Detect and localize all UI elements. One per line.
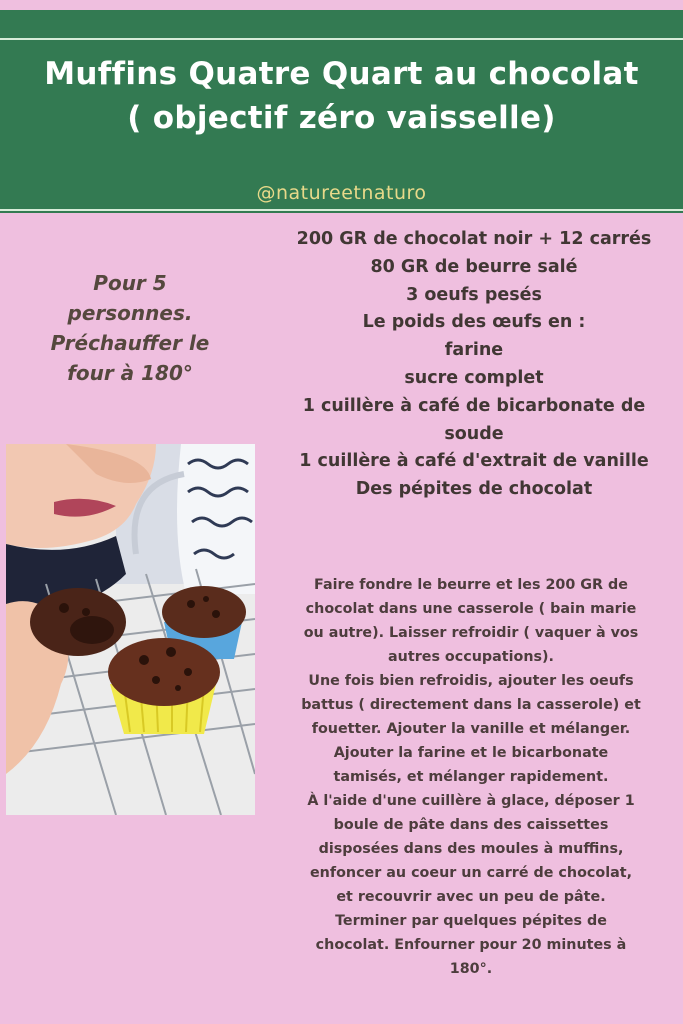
author-handle: @natureetnaturo xyxy=(256,182,427,204)
servings-note xyxy=(30,268,230,388)
muffins-photo xyxy=(6,444,255,815)
ingredient-item: 3 oeufs pesés xyxy=(406,284,542,305)
step-line: disposées dans des moules à muffins, xyxy=(318,841,624,857)
servings-line: personnes. xyxy=(67,301,193,325)
servings-line: Pour 5 xyxy=(93,271,167,295)
servings-line: four à 180° xyxy=(67,361,193,385)
step-line: tamisés, et mélanger rapidement. xyxy=(333,769,609,785)
step-line: À l'aide d'une cuillère à glace, déposer 1 xyxy=(307,793,635,809)
step-line: fouetter. Ajouter la vanille et mélanger. xyxy=(311,721,631,737)
ingredient-item: 1 cuillère à café d'extrait de vanille xyxy=(299,451,649,472)
step-line: 180°. xyxy=(449,961,493,977)
ingredient-item: 80 GR de beurre salé xyxy=(370,256,578,277)
ingredient-item: Le poids des œufs en : xyxy=(362,312,586,333)
step-line: chocolat. Enfourner pour 20 minutes à xyxy=(315,937,627,953)
ingredient-item: sucre complet xyxy=(404,367,544,388)
step-line: et recouvrir avec un peu de pâte. xyxy=(336,889,606,905)
ingredient-item: 1 cuillère à café de bicarbonate de xyxy=(302,395,646,416)
title-line-2: ( objectif zéro vaisselle) xyxy=(127,100,556,136)
banner-bottom-rule xyxy=(0,209,683,211)
ingredient-item: 200 GR de chocolat noir + 12 carrés xyxy=(296,229,652,249)
step-line: Terminer par quelques pépites de xyxy=(335,913,607,929)
ingredient-item: Des pépites de chocolat xyxy=(355,479,593,500)
step-line: Une fois bien refroidis, ajouter les oeufs xyxy=(308,673,634,689)
step-line: Ajouter la farine et le bicarbonate xyxy=(333,745,609,761)
recipe-title xyxy=(0,52,683,140)
step-line: ou autre). Laisser refroidir ( vaquer à vos xyxy=(303,625,639,641)
title-line-1: Muffins Quatre Quart au chocolat xyxy=(44,56,639,92)
ingredient-item: farine xyxy=(444,340,504,361)
ingredients-list xyxy=(270,226,678,504)
step-line: boule de pâte dans des caissettes xyxy=(333,817,609,833)
step-line: battus ( directement dans la casserole) et xyxy=(301,697,641,713)
step-line: autres occupations). xyxy=(388,649,554,665)
step-line: chocolat dans une casserole ( bain marie xyxy=(305,601,637,617)
banner-top-rule xyxy=(0,38,683,40)
servings-line: Préchauffer le xyxy=(50,331,210,355)
step-line: enfoncer au coeur un carré de chocolat, xyxy=(309,865,633,881)
ingredient-item: soude xyxy=(444,423,504,444)
preparation-steps xyxy=(264,573,678,981)
step-line: Faire fondre le beurre et les 200 GR de xyxy=(314,577,628,593)
